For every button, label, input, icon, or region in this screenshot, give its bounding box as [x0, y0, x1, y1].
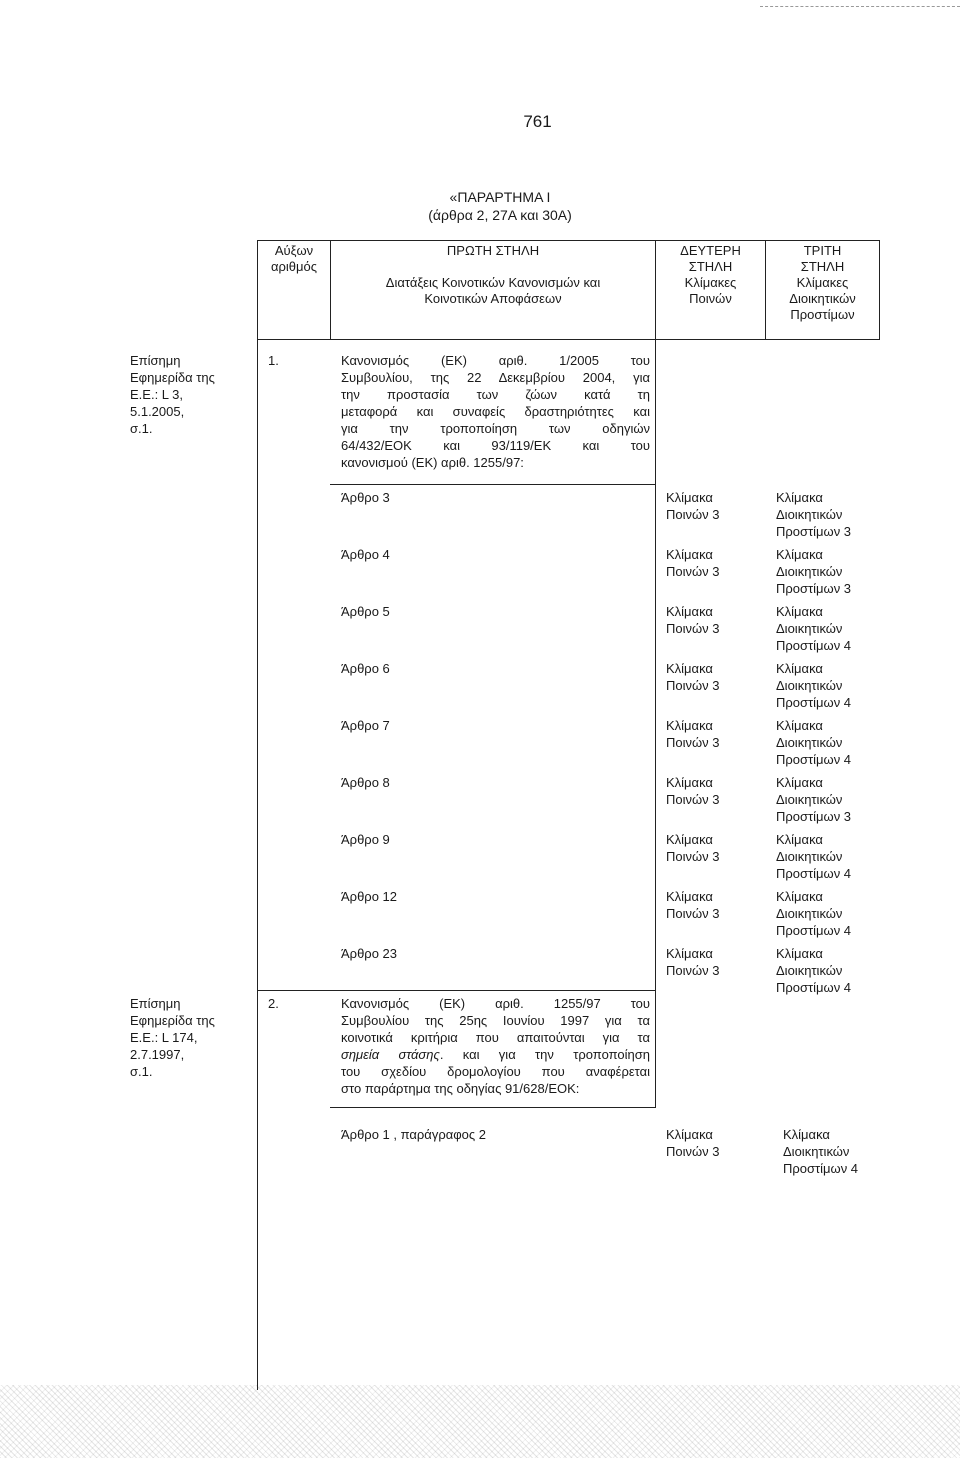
penalty-scale: Κλίμακα Ποινών 3 [666, 946, 720, 978]
fine-scale: Κλίμακα Διοικητικών Προστίμων 4 [776, 889, 852, 938]
penalty-scale: Κλίμακα Ποινών 3 [666, 604, 720, 636]
article-row [341, 1126, 486, 1143]
fine-scale: Κλίμακα Διοικητικών Προστίμων 3 [776, 775, 852, 824]
article-label: Άρθρο 12 [341, 889, 397, 904]
page-number: 761 [523, 112, 552, 131]
fine-scale: Κλίμακα Διοικητικών Προστίμων 3 [776, 547, 852, 596]
article-label: Άρθρο 9 [341, 832, 390, 847]
penalty-scale: Κλίμακα Ποινών 3 [666, 490, 720, 522]
header-col-second: ΔΕΥΤΕΡΗ ΣΤΗΛΗ Κλίμακες Ποινών [680, 243, 741, 306]
table-left-border [257, 240, 258, 1390]
fine-scale: Κλίμακα Διοικητικών Προστίμων 4 [776, 604, 852, 653]
fine-scale: Κλίμακα Διοικητικών Προστίμων 4 [776, 946, 852, 995]
col1-divider [655, 240, 656, 1108]
fine-scale: Κλίμακα Διοικητικών Προστίμων 4 [776, 832, 852, 881]
article-row [341, 660, 390, 677]
penalty-scale: Κλίμακα Ποινών 3 [666, 775, 720, 807]
article-label: Άρθρο 23 [341, 946, 397, 961]
section2-source: Επίσημη Εφημερίδα της Ε.Ε.: L 174, 2.7.1997, σ.1. [130, 996, 215, 1079]
article-label: Άρθρο 8 [341, 775, 390, 790]
header-bottom-border [257, 339, 879, 340]
fine-scale: Κλίμακα Διοικητικών Προστίμων 4 [776, 718, 852, 767]
fine-scale: Κλίμακα Διοικητικών Προστίμων 4 [783, 1127, 859, 1176]
article-label: Άρθρο 5 [341, 604, 390, 619]
header-col-number: Αύξων αριθμός [270, 243, 317, 274]
penalty-scale: Κλίμακα Ποινών 3 [666, 547, 720, 579]
section2-top-border [257, 990, 655, 991]
article-label: Άρθρο 4 [341, 547, 390, 562]
penalty-scale: Κλίμακα Ποινών 3 [666, 718, 720, 750]
fine-scale: Κλίμακα Διοικητικών Προστίμων 4 [776, 661, 852, 710]
article-label: Άρθρο 6 [341, 661, 390, 676]
penalty-scale: Κλίμακα Ποινών 3 [666, 889, 720, 921]
article-label: Άρθρο 7 [341, 718, 390, 733]
article-row [341, 774, 390, 791]
section2-number: 2. [268, 996, 279, 1011]
section2-regulation-text: Κανονισμός (ΕΚ) αριθ. 1255/97 του Συμβουλίου της 25ης Ιουνίου 1997 για τα κοινοτικά κριτήρια που απαιτούνται για τα σημεία στάσης. και για την τροποποίηση του σχεδίου δρομολογίου που αναφέρεται στο παράρτημα της οδηγίας 91/628/ΕΟΚ: [341, 996, 650, 1096]
section1-regulation-text: Κανονισμός (ΕΚ) αριθ. 1/2005 του Συμβουλίου, της 22 Δεκεμβρίου 2004, για την προστασία των ζώων κατά τη μεταφορά και συναφείς δραστηριότητες και για την τροποποίηση των οδηγιών 64/432/ΕΟΚ και 93/119/ΕΚ και του κανονισμού (ΕΚ) αριθ. 1255/97: [341, 353, 650, 470]
article-label: Άρθρο 1 , παράγραφος 2 [341, 1127, 486, 1142]
scan-noise-strip [0, 1385, 960, 1458]
section1-number: 1. [268, 353, 279, 368]
table-right-border [879, 240, 880, 340]
penalty-scale: Κλίμακα Ποινών 3 [666, 1127, 720, 1159]
article-row [341, 831, 390, 848]
article-label: Άρθρο 3 [341, 490, 390, 505]
scan-edge-mark [760, 6, 960, 7]
penalty-scale: Κλίμακα Ποινών 3 [666, 661, 720, 693]
article-row [341, 945, 397, 962]
section1-source: Επίσημη Εφημερίδα της Ε.Ε.: L 3, 5.1.2005, σ.1. [130, 353, 215, 436]
penalty-scale: Κλίμακα Ποινών 3 [666, 832, 720, 864]
header-col-first: ΠΡΩΤΗ ΣΤΗΛΗ Διατάξεις Κοινοτικών Κανονισμών και Κοινοτικών Αποφάσεων [385, 243, 601, 306]
table-top-border [257, 240, 879, 241]
article-row [341, 546, 390, 563]
annex-title-line1: «ΠΑΡΑΡΤΗΜΑ Ι [449, 189, 551, 205]
annex-title [0, 188, 960, 224]
section1-subtable-top [330, 484, 655, 485]
italic-term: σημεία στάσης [341, 1047, 440, 1062]
article-row [341, 489, 390, 506]
article-row [341, 603, 390, 620]
article-row [341, 888, 397, 905]
section2-bottom-border [330, 1107, 655, 1108]
annex-title-line2: (άρθρα 2, 27Α και 30Α) [428, 207, 572, 223]
article-row [341, 717, 390, 734]
fine-scale: Κλίμακα Διοικητικών Προστίμων 3 [776, 490, 852, 539]
header-col-third: ΤΡΙΤΗ ΣΤΗΛΗ Κλίμακες Διοικητικών Προστίμων [789, 243, 856, 322]
